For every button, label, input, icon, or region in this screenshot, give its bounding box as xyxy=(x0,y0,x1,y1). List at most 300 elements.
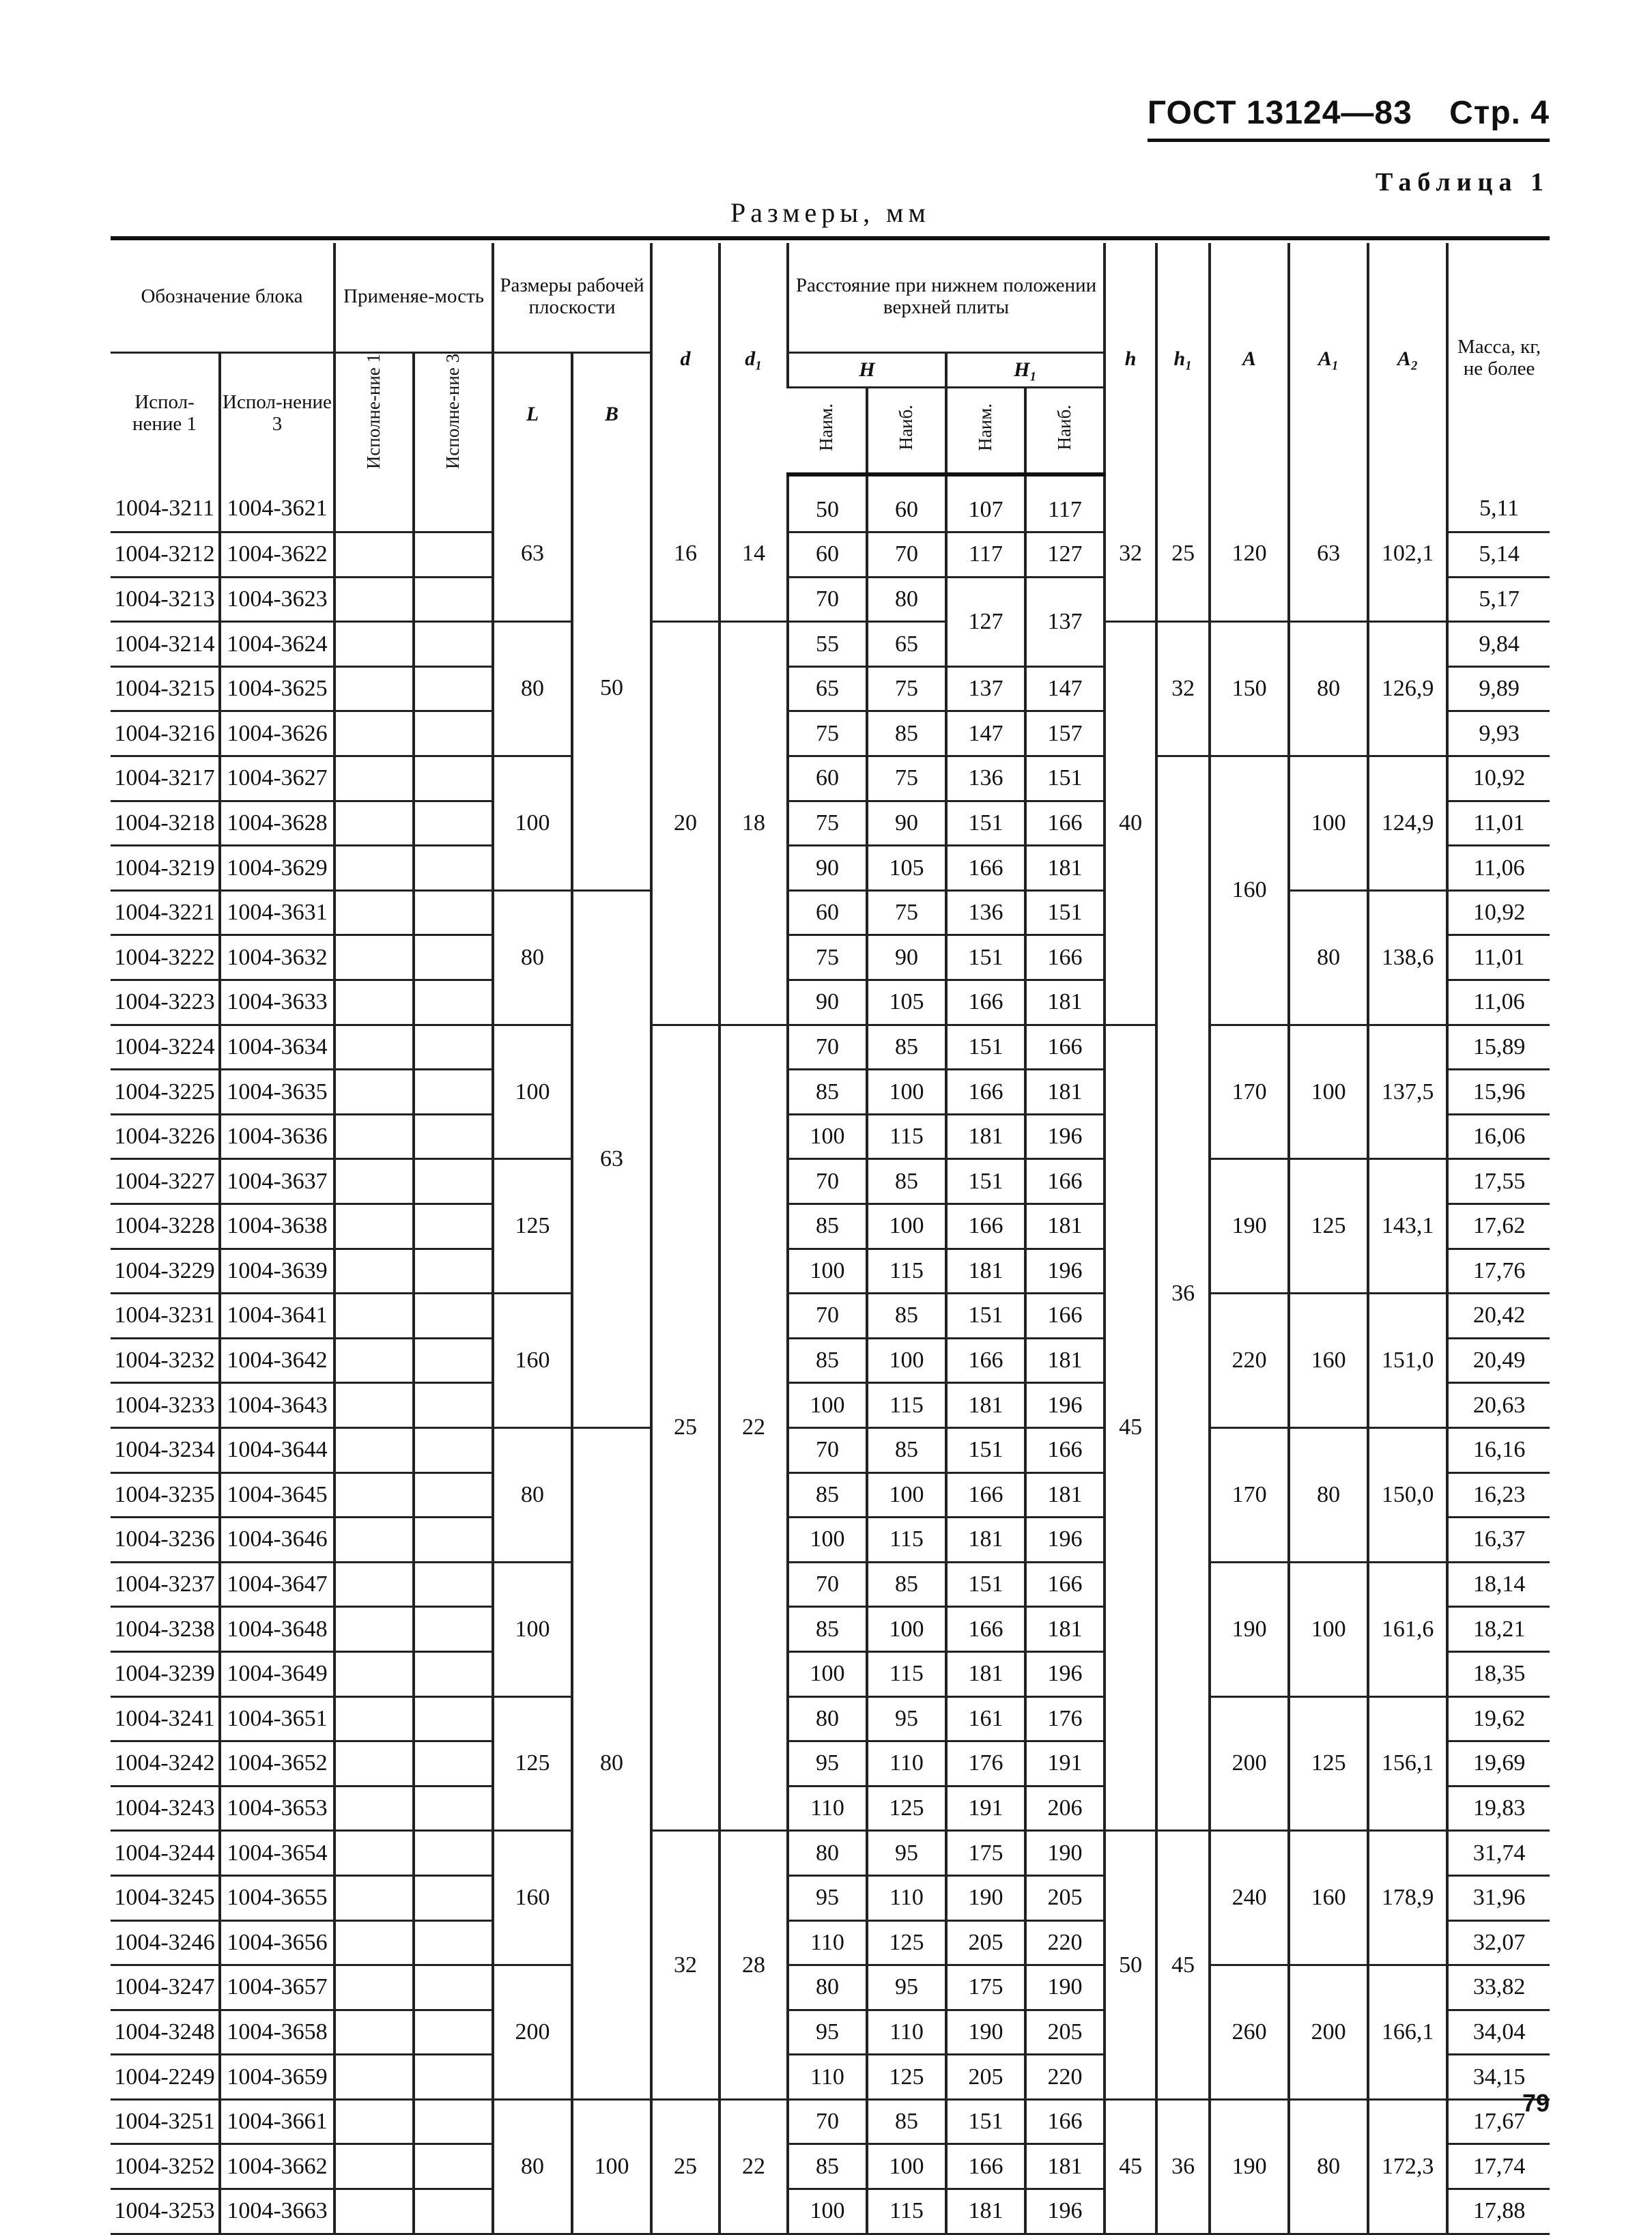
applicability-1-cell xyxy=(334,890,414,935)
applicability-3-cell xyxy=(414,1159,493,1204)
cell-b: 80 xyxy=(572,1427,651,2099)
mass-cell: 16,06 xyxy=(1447,1114,1550,1159)
designation-version-3: 1004-3627 xyxy=(220,756,334,801)
designation-version-1: 1004-3225 xyxy=(111,1070,220,1115)
designation-version-1: 1004-3213 xyxy=(111,577,220,622)
H-max-cell: 85 xyxy=(867,1427,946,1472)
applicability-1-cell xyxy=(334,1294,414,1339)
cell-d1: 28 xyxy=(720,1831,788,2100)
designation-version-3: 1004-3654 xyxy=(220,1831,334,1876)
applicability-1-cell xyxy=(334,532,414,578)
H1-min-header: Наим. xyxy=(946,388,1025,474)
applicability-3-cell xyxy=(414,756,493,801)
H-max-cell: 100 xyxy=(867,1204,946,1249)
H1-max-cell: 196 xyxy=(1025,1114,1105,1159)
applicability-1-cell xyxy=(334,1741,414,1786)
cell-a1: 125 xyxy=(1289,1159,1368,1294)
designation-version-3: 1004-3648 xyxy=(220,1607,334,1652)
H1-min-cell: 181 xyxy=(946,1518,1025,1563)
H1-max-cell: 137 xyxy=(1025,577,1105,666)
designation-version-1: 1004-3221 xyxy=(111,890,220,935)
applicability-1-cell xyxy=(334,1562,414,1607)
designation-version-1: 1004-3211 xyxy=(111,474,220,532)
applicability-3-cell xyxy=(414,801,493,846)
H1-max-cell: 166 xyxy=(1025,1294,1105,1339)
applicability-1-cell xyxy=(334,1920,414,1965)
H1-max-cell: 151 xyxy=(1025,890,1105,935)
applicability-1-cell xyxy=(334,622,414,667)
H1-min-cell: 181 xyxy=(946,1651,1025,1696)
designation-version-1: 1004-2249 xyxy=(111,2055,220,2100)
table-row xyxy=(111,1965,1550,2010)
H1-min-cell: 151 xyxy=(946,2099,1025,2144)
cell-a2: 151,0 xyxy=(1368,1294,1447,1428)
designation-version-1: 1004-3212 xyxy=(111,532,220,578)
designation-version-3: 1004-3634 xyxy=(220,1025,334,1070)
designation-version-3: 1004-3646 xyxy=(220,1518,334,1563)
mass-cell: 19,83 xyxy=(1447,1786,1550,1831)
mass-header: Масса, кг, не более xyxy=(1447,243,1550,474)
applicability-1-cell xyxy=(334,935,414,980)
applicability-1-cell xyxy=(334,1965,414,2010)
applicability-3-cell xyxy=(414,1338,493,1383)
H1-min-cell: 190 xyxy=(946,2010,1025,2055)
designation-version-1: 1004-3224 xyxy=(111,1025,220,1070)
H1-min-cell: 176 xyxy=(946,1741,1025,1786)
H-min-cell: 70 xyxy=(788,1427,867,1472)
H-max-cell: 90 xyxy=(867,935,946,980)
cell-a1: 80 xyxy=(1289,1427,1368,1562)
designation-version-1: 1004-3242 xyxy=(111,1741,220,1786)
designation-version-1: 1004-3231 xyxy=(111,1294,220,1339)
designation-header: Обозначение блока xyxy=(141,285,303,308)
designation-version-1: 1004-3238 xyxy=(111,1607,220,1652)
H1-max-cell: 166 xyxy=(1025,1159,1105,1204)
H-min-cell: 75 xyxy=(788,801,867,846)
applicability-1-cell xyxy=(334,2144,414,2189)
h1-header: h₁ xyxy=(1156,243,1210,474)
applicability-1-cell xyxy=(334,756,414,801)
H1-max-cell: 196 xyxy=(1025,1651,1105,1696)
page-number: 79 xyxy=(1522,2089,1550,2117)
applicability-3-cell xyxy=(414,1875,493,1920)
dimensions-table xyxy=(111,243,1550,2235)
cell-d: 16 xyxy=(651,474,720,622)
H1-min-cell: 136 xyxy=(946,890,1025,935)
designation-version-1: 1004-3235 xyxy=(111,1472,220,1518)
H-max-cell: 85 xyxy=(867,2099,946,2144)
H-max-cell: 85 xyxy=(867,711,946,756)
H1-max-cell: 181 xyxy=(1025,1338,1105,1383)
H-min-cell: 70 xyxy=(788,1294,867,1339)
applicability-1-cell xyxy=(334,1786,414,1831)
cell-b: 63 xyxy=(572,890,651,1427)
designation-version-3: 1004-3638 xyxy=(220,1204,334,1249)
H-max-cell: 115 xyxy=(867,1651,946,1696)
designation-version-1: 1004-3222 xyxy=(111,935,220,980)
mass-cell: 18,35 xyxy=(1447,1651,1550,1696)
designation-version-1: 1004-3245 xyxy=(111,1875,220,1920)
H1-min-cell: 166 xyxy=(946,1070,1025,1115)
cell-a1: 80 xyxy=(1289,622,1368,756)
cell-a2: 161,6 xyxy=(1368,1562,1447,1696)
designation-version-1: 1004-3229 xyxy=(111,1249,220,1294)
H-max-cell: 115 xyxy=(867,1114,946,1159)
H-min-cell: 85 xyxy=(788,1070,867,1115)
H1-max-cell: 205 xyxy=(1025,1875,1105,1920)
applicability-3-cell xyxy=(414,1696,493,1741)
designation-version-1: 1004-3244 xyxy=(111,1831,220,1876)
mass-cell: 9,84 xyxy=(1447,622,1550,667)
H-max-cell: 75 xyxy=(867,756,946,801)
mass-cell: 16,16 xyxy=(1447,1427,1550,1472)
designation-version-3: 1004-3644 xyxy=(220,1427,334,1472)
applicability-3-cell xyxy=(414,1786,493,1831)
table-row xyxy=(111,1025,1550,1070)
H1-min-cell: 205 xyxy=(946,1920,1025,1965)
designation-version-1: 1004-3232 xyxy=(111,1338,220,1383)
designation-version-1: 1004-3218 xyxy=(111,801,220,846)
designation-version-3: 1004-3633 xyxy=(220,980,334,1025)
H1-max-cell: 196 xyxy=(1025,1518,1105,1563)
H1-min-cell: 151 xyxy=(946,1294,1025,1339)
designation-version-3: 1004-3624 xyxy=(220,622,334,667)
H1-min-cell: 181 xyxy=(946,2189,1025,2234)
cell-a2: 124,9 xyxy=(1368,756,1447,891)
table-row xyxy=(111,1831,1550,1876)
H1-max-cell: 181 xyxy=(1025,2144,1105,2189)
mass-cell: 31,96 xyxy=(1447,1875,1550,1920)
designation-version-3: 1004-3628 xyxy=(220,801,334,846)
cell-d: 32 xyxy=(651,1831,720,2100)
applicability-1-cell xyxy=(334,801,414,846)
H-min-cell: 75 xyxy=(788,711,867,756)
cell-a1: 100 xyxy=(1289,1562,1368,1696)
applicability-3-cell xyxy=(414,935,493,980)
H-max-cell: 65 xyxy=(867,622,946,667)
cell-h1: 36 xyxy=(1156,2099,1210,2234)
A1-header: A₁ xyxy=(1289,243,1368,474)
H-max-cell: 75 xyxy=(867,666,946,711)
cell-h: 45 xyxy=(1105,1025,1156,1831)
table-row xyxy=(111,756,1550,801)
applicability-1-header: Исполне-ние 1 xyxy=(334,352,414,474)
table-row xyxy=(111,890,1550,935)
applicability-3-cell xyxy=(414,2055,493,2100)
H1-header: H₁ xyxy=(946,352,1105,388)
H-min-cell: 95 xyxy=(788,2010,867,2055)
d-header: d xyxy=(651,243,720,474)
designation-version-3: 1004-3639 xyxy=(220,1249,334,1294)
H1-min-cell: 151 xyxy=(946,1025,1025,1070)
designation-version-1: 1004-3247 xyxy=(111,1965,220,2010)
applicability-1-cell xyxy=(334,1338,414,1383)
H1-min-cell: 166 xyxy=(946,980,1025,1025)
designation-version-3: 1004-3656 xyxy=(220,1920,334,1965)
A2-header: A₂ xyxy=(1368,243,1447,474)
cell-d1: 14 xyxy=(720,474,788,622)
H1-max-cell: 127 xyxy=(1025,532,1105,578)
mass-cell: 11,06 xyxy=(1447,980,1550,1025)
H1-max-cell: 147 xyxy=(1025,666,1105,711)
applicability-1-cell xyxy=(334,1518,414,1563)
applicability-1-cell xyxy=(334,1831,414,1876)
cell-a2: 143,1 xyxy=(1368,1159,1447,1294)
H-min-cell: 60 xyxy=(788,890,867,935)
H1-max-cell: 196 xyxy=(1025,1383,1105,1428)
table-row xyxy=(111,2099,1550,2144)
H-max-cell: 95 xyxy=(867,1965,946,2010)
applicability-3-cell xyxy=(414,1607,493,1652)
H-min-cell: 55 xyxy=(788,622,867,667)
table-row xyxy=(111,622,1550,667)
applicability-3-cell xyxy=(414,2144,493,2189)
cell-a: 170 xyxy=(1210,1025,1289,1159)
H-max-cell: 115 xyxy=(867,1383,946,1428)
table-row xyxy=(111,474,1550,532)
H1-max-cell: 191 xyxy=(1025,1741,1105,1786)
H-max-cell: 115 xyxy=(867,1249,946,1294)
designation-version-1: 1004-3253 xyxy=(111,2189,220,2234)
cell-a1: 200 xyxy=(1289,1965,1368,2100)
applicability-3-cell xyxy=(414,846,493,891)
H1-max-cell: 196 xyxy=(1025,2189,1105,2234)
cell-a2: 138,6 xyxy=(1368,890,1447,1025)
H1-max-header: Наиб. xyxy=(1025,388,1105,474)
H1-max-cell: 181 xyxy=(1025,846,1105,891)
H-max-cell: 115 xyxy=(867,2189,946,2234)
cell-a: 150 xyxy=(1210,622,1289,756)
cell-a2: 126,9 xyxy=(1368,622,1447,756)
H-max-cell: 125 xyxy=(867,2055,946,2100)
working-surface-header: Размеры рабочей плоскости xyxy=(493,243,651,352)
H-min-cell: 90 xyxy=(788,846,867,891)
cell-b: 50 xyxy=(572,474,651,891)
cell-a2: 102,1 xyxy=(1368,474,1447,622)
H1-min-cell: 136 xyxy=(946,756,1025,801)
applicability-3-cell xyxy=(414,1294,493,1339)
H-max-cell: 80 xyxy=(867,577,946,622)
applicability-3-cell xyxy=(414,577,493,622)
H-max-cell: 115 xyxy=(867,1518,946,1563)
H-min-cell: 100 xyxy=(788,1651,867,1696)
designation-version-1: 1004-3219 xyxy=(111,846,220,891)
H-max-cell: 100 xyxy=(867,2144,946,2189)
table-row xyxy=(111,1294,1550,1339)
H1-max-cell: 117 xyxy=(1025,474,1105,532)
mass-cell: 17,67 xyxy=(1447,2099,1550,2144)
H1-max-cell: 166 xyxy=(1025,801,1105,846)
H-max-cell: 110 xyxy=(867,2010,946,2055)
designation-version-1: 1004-3228 xyxy=(111,1204,220,1249)
H1-max-cell: 181 xyxy=(1025,1204,1105,1249)
H1-min-cell: 151 xyxy=(946,935,1025,980)
H-max-cell: 110 xyxy=(867,1875,946,1920)
B-header: B xyxy=(572,352,651,474)
applicability-3-cell xyxy=(414,1651,493,1696)
cell-l: 160 xyxy=(493,1831,572,1965)
applicability-3-cell xyxy=(414,1518,493,1563)
H1-max-cell: 181 xyxy=(1025,1607,1105,1652)
H1-max-cell: 166 xyxy=(1025,1427,1105,1472)
designation-version-1: 1004-3215 xyxy=(111,666,220,711)
designation-version-3: 1004-3637 xyxy=(220,1159,334,1204)
applicability-3-cell xyxy=(414,1472,493,1518)
H-max-cell: 90 xyxy=(867,801,946,846)
H1-min-cell: 190 xyxy=(946,1875,1025,1920)
H1-max-cell: 205 xyxy=(1025,2010,1105,2055)
mass-cell: 11,01 xyxy=(1447,935,1550,980)
H1-max-cell: 196 xyxy=(1025,1249,1105,1294)
designation-version-3: 1004-3625 xyxy=(220,666,334,711)
H1-min-cell: 166 xyxy=(946,1338,1025,1383)
H1-min-cell: 127 xyxy=(946,577,1025,666)
H-max-cell: 100 xyxy=(867,1070,946,1115)
cell-a1: 160 xyxy=(1289,1294,1368,1428)
H-min-cell: 100 xyxy=(788,1249,867,1294)
applicability-3-cell xyxy=(414,2099,493,2144)
designation-version-3: 1004-3622 xyxy=(220,532,334,578)
cell-h1: 25 xyxy=(1156,474,1210,622)
table-header xyxy=(111,243,1550,474)
H-min-cell: 70 xyxy=(788,2099,867,2144)
applicability-3-cell xyxy=(414,1920,493,1965)
cell-l: 100 xyxy=(493,1562,572,1696)
applicability-3-cell xyxy=(414,890,493,935)
mass-cell: 17,55 xyxy=(1447,1159,1550,1204)
version-1-header: Испол-нение 1 xyxy=(111,352,220,474)
L-header: L xyxy=(493,352,572,474)
designation-version-1: 1004-3243 xyxy=(111,1786,220,1831)
mass-cell: 9,89 xyxy=(1447,666,1550,711)
H-max-cell: 95 xyxy=(867,1831,946,1876)
H-min-cell: 85 xyxy=(788,1204,867,1249)
H1-max-cell: 181 xyxy=(1025,980,1105,1025)
applicability-3-cell xyxy=(414,666,493,711)
mass-cell: 17,76 xyxy=(1447,1249,1550,1294)
H-max-cell: 105 xyxy=(867,846,946,891)
H-min-cell: 60 xyxy=(788,532,867,578)
cell-h: 45 xyxy=(1105,2099,1156,2234)
applicability-1-cell xyxy=(334,1696,414,1741)
table-label: Таблица 1 xyxy=(1375,168,1550,197)
applicability-1-cell xyxy=(334,666,414,711)
cell-a1: 100 xyxy=(1289,756,1368,891)
H-min-cell: 100 xyxy=(788,1518,867,1563)
applicability-1-cell xyxy=(334,1114,414,1159)
applicability-1-cell xyxy=(334,474,414,532)
designation-version-1: 1004-3216 xyxy=(111,711,220,756)
cell-a: 190 xyxy=(1210,2099,1289,2234)
cell-l: 160 xyxy=(493,1294,572,1428)
H-min-header: Наим. xyxy=(788,388,867,474)
H-max-cell: 60 xyxy=(867,474,946,532)
applicability-3-cell xyxy=(414,474,493,532)
H-min-cell: 70 xyxy=(788,1562,867,1607)
H-max-cell: 100 xyxy=(867,1338,946,1383)
h-header: h xyxy=(1105,243,1156,474)
cell-a1: 80 xyxy=(1289,890,1368,1025)
mass-cell: 20,49 xyxy=(1447,1338,1550,1383)
designation-version-1: 1004-3246 xyxy=(111,1920,220,1965)
cell-a2: 156,1 xyxy=(1368,1696,1447,1831)
H1-min-cell: 166 xyxy=(946,1472,1025,1518)
H1-min-cell: 166 xyxy=(946,2144,1025,2189)
H1-min-cell: 166 xyxy=(946,1607,1025,1652)
applicability-1-cell xyxy=(334,1875,414,1920)
H1-max-cell: 166 xyxy=(1025,935,1105,980)
designation-version-1: 1004-3236 xyxy=(111,1518,220,1563)
cell-a2: 137,5 xyxy=(1368,1025,1447,1159)
H-min-cell: 100 xyxy=(788,1383,867,1428)
applicability-3-cell xyxy=(414,622,493,667)
H1-min-cell: 181 xyxy=(946,1383,1025,1428)
H-min-cell: 80 xyxy=(788,1696,867,1741)
designation-version-1: 1004-3217 xyxy=(111,756,220,801)
designation-version-1: 1004-3239 xyxy=(111,1651,220,1696)
H1-min-cell: 161 xyxy=(946,1696,1025,1741)
applicability-3-cell xyxy=(414,2189,493,2234)
designation-version-3: 1004-3632 xyxy=(220,935,334,980)
table-row xyxy=(111,1696,1550,1741)
applicability-3-cell xyxy=(414,1741,493,1786)
mass-cell: 11,06 xyxy=(1447,846,1550,891)
designation-version-3: 1004-3621 xyxy=(220,474,334,532)
H1-max-cell: 190 xyxy=(1025,1965,1105,2010)
cell-a2: 172,3 xyxy=(1368,2099,1447,2234)
cell-l: 80 xyxy=(493,622,572,756)
mass-cell: 31,74 xyxy=(1447,1831,1550,1876)
mass-cell: 18,14 xyxy=(1447,1562,1550,1607)
H1-max-cell: 220 xyxy=(1025,1920,1105,1965)
cell-l: 100 xyxy=(493,1025,572,1159)
cell-d: 25 xyxy=(651,2099,720,2234)
designation-version-3: 1004-3636 xyxy=(220,1114,334,1159)
cell-a2: 166,1 xyxy=(1368,1965,1447,2100)
mass-cell: 17,74 xyxy=(1447,2144,1550,2189)
mass-cell: 16,37 xyxy=(1447,1518,1550,1563)
designation-version-3: 1004-3647 xyxy=(220,1562,334,1607)
applicability-1-cell xyxy=(334,1472,414,1518)
H-min-cell: 80 xyxy=(788,1965,867,2010)
cell-h1: 36 xyxy=(1156,756,1210,1831)
H-min-cell: 50 xyxy=(788,474,867,532)
designation-version-1: 1004-3248 xyxy=(111,2010,220,2055)
mass-cell: 5,17 xyxy=(1447,577,1550,622)
applicability-3-cell xyxy=(414,1114,493,1159)
H-min-cell: 95 xyxy=(788,1741,867,1786)
H-max-cell: 75 xyxy=(867,890,946,935)
H-min-cell: 90 xyxy=(788,980,867,1025)
cell-b: 100 xyxy=(572,2099,651,2234)
designation-version-1: 1004-3252 xyxy=(111,2144,220,2189)
H1-min-cell: 151 xyxy=(946,1562,1025,1607)
distance-header: Расстояние при нижнем положении верхней плиты xyxy=(788,243,1105,352)
cell-d1: 22 xyxy=(720,1025,788,1831)
H1-max-cell: 166 xyxy=(1025,1025,1105,1070)
mass-cell: 19,69 xyxy=(1447,1741,1550,1786)
mass-cell: 5,11 xyxy=(1447,474,1550,532)
cell-a: 170 xyxy=(1210,1427,1289,1562)
mass-cell: 10,92 xyxy=(1447,890,1550,935)
designation-version-3: 1004-3623 xyxy=(220,577,334,622)
H-min-cell: 80 xyxy=(788,1831,867,1876)
applicability-header: Применяе-мость xyxy=(334,243,493,352)
cell-l: 80 xyxy=(493,2099,572,2234)
cell-l: 125 xyxy=(493,1159,572,1294)
H1-min-cell: 137 xyxy=(946,666,1025,711)
table-row xyxy=(111,1427,1550,1472)
